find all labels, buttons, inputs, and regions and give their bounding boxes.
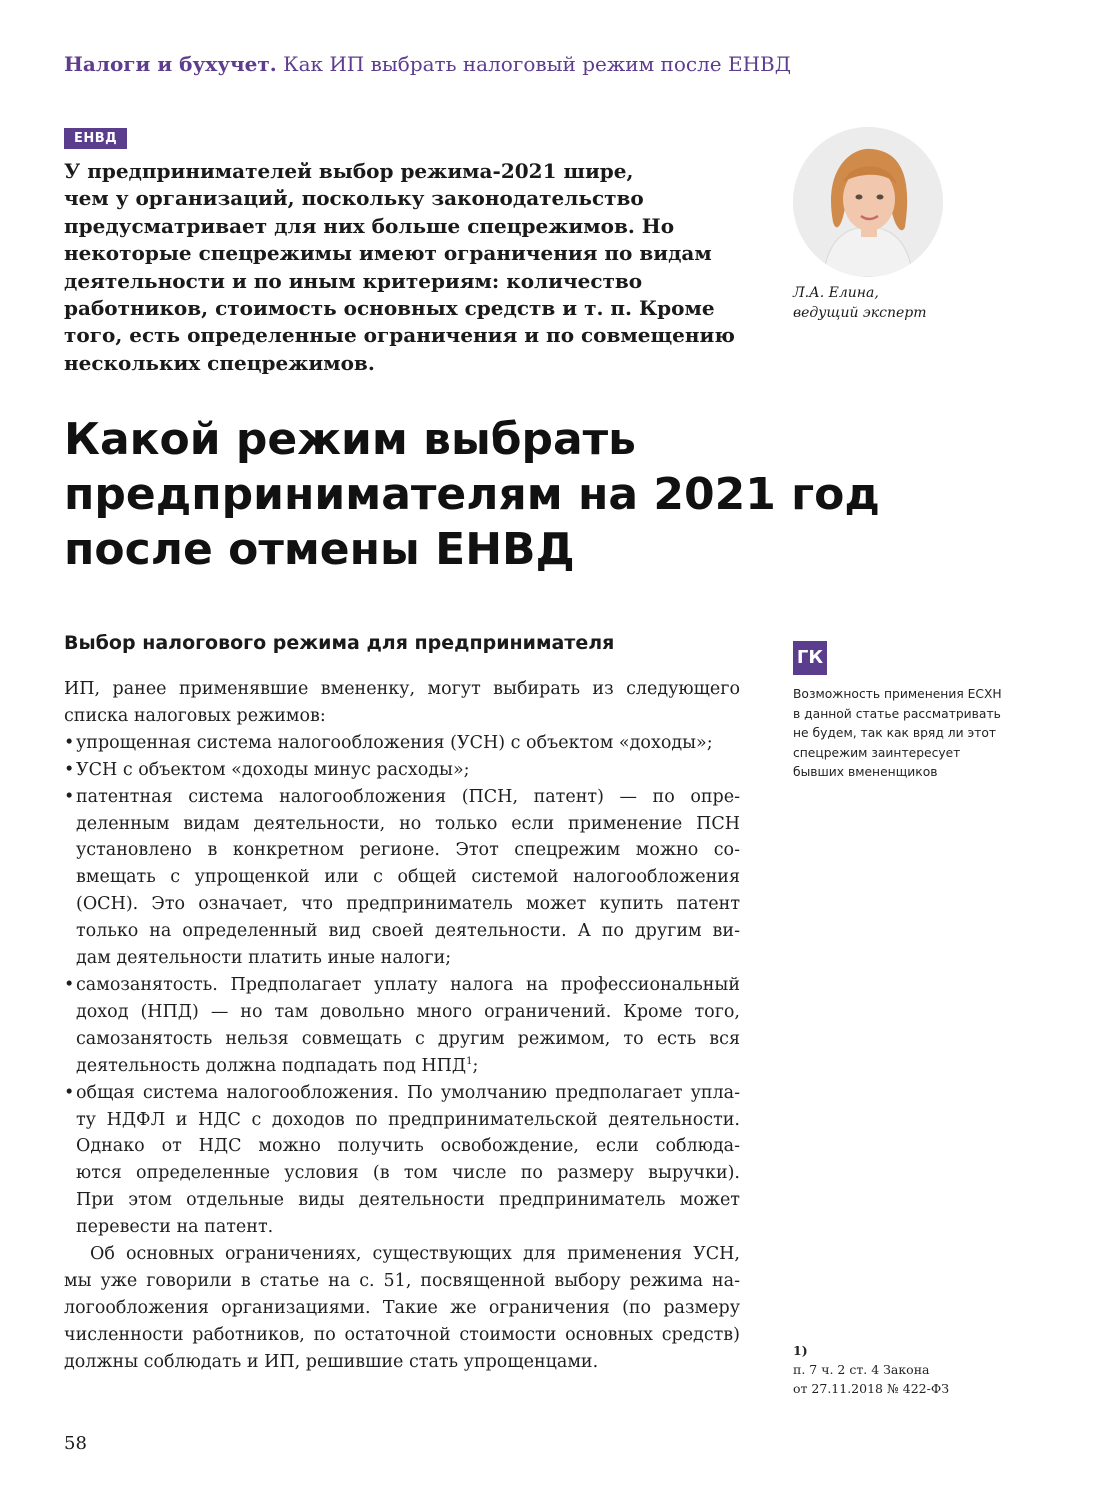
lead-line: деятельности и по иным критериям: количество	[64, 268, 643, 293]
footnote	[793, 1341, 949, 1398]
author-caption	[793, 283, 927, 323]
body-line: мы уже говорили в статье на с. 51, посвященной выбору режима на-	[64, 1270, 740, 1291]
page-number: 58	[64, 1433, 87, 1454]
list-item-line: перевести на патент.	[76, 1217, 274, 1238]
footnote-line	[793, 1341, 949, 1379]
list-item-line: ются определенные условия (в том числе по размеру выручки).	[76, 1163, 740, 1184]
gk-logo-icon: ГК	[793, 641, 827, 675]
side-note	[793, 685, 1043, 783]
list-item-line: самозанятость нельзя совмещать с другим режимом, то есть вся	[76, 1028, 740, 1049]
list-item-line: При этом отдельные виды деятельности предприниматель может	[76, 1190, 740, 1211]
author-name: Л.А. Елина,	[793, 285, 879, 301]
list-item-text: деятельность должна подпадать под НПД	[76, 1055, 467, 1076]
lead-paragraph	[64, 158, 735, 377]
list-item-line: вмещать с упрощенкой или с общей системой налогообложения	[76, 867, 740, 888]
body-line: логообложения организациями. Такие же ограничения (по размеру	[64, 1297, 740, 1318]
list-item-line: (ОСН). Это означает, что предприниматель может купить патент	[76, 894, 740, 915]
footnote-text: п. 7 ч. 2 ст. 4 Закона	[793, 1362, 930, 1377]
list-item-line: только на определенный вид своей деятельности. А по другим ви-	[76, 921, 740, 942]
side-note-line: не будем, так как вряд ли этот	[793, 726, 997, 741]
list-item-line: доход (НПД) — но там довольно много ограничений. Кроме того,	[76, 1001, 740, 1022]
list-item: • самозанятость. Предполагает уплату налога на профессиональный	[64, 972, 740, 999]
list-item: • упрощенная система налогообложения (УСН) с объектом «доходы»;	[64, 730, 740, 757]
article-title	[64, 412, 880, 577]
side-note-line: спецрежим заинтересует	[793, 745, 961, 760]
list-item: • общая система налогообложения. По умолчанию предполагает упла-	[64, 1080, 740, 1107]
list-item: • патентная система налогообложения (ПСН, патент) — по опре-	[64, 784, 740, 811]
header-section: Налоги и бухучет.	[64, 52, 277, 76]
list-item-line: деленным видам деятельности, но только если применение ПСН	[76, 813, 740, 834]
footnote-line: от 27.11.2018 № 422-ФЗ	[793, 1381, 950, 1396]
author-portrait-icon	[793, 127, 943, 277]
body-line: должны соблюдать и ИП, решившие стать упрощенцами.	[64, 1351, 599, 1372]
lead-line: чем у организаций, поскольку законодательство	[64, 186, 644, 211]
title-line: предпринимателям на 2021 год	[64, 469, 880, 520]
list-item-line: установлено в конкретном регионе. Этот спецрежим можно со-	[76, 840, 740, 861]
lead-line: некоторые спецрежимы имеют ограничения по видам	[64, 241, 712, 266]
list-item: • УСН с объектом «доходы минус расходы»;	[64, 757, 740, 784]
running-header	[64, 52, 791, 76]
body-line: численности работников, по остаточной стоимости основных средств)	[64, 1324, 740, 1345]
title-line: Какой режим выбрать	[64, 414, 636, 465]
lead-line: работников, стоимость основных средств и т. п. Кроме	[64, 296, 715, 321]
body-line: Об основных ограничениях, существующих для применения УСН,	[90, 1244, 740, 1265]
side-note-line: бывших вмененщиков	[793, 765, 938, 780]
title-line: после отмены ЕНВД	[64, 524, 575, 575]
list-item-line	[64, 1053, 740, 1080]
lead-line: нескольких спецрежимов.	[64, 350, 375, 375]
topic-tag: ЕНВД	[64, 128, 127, 149]
lead-line: У предпринимателей выбор режима-2021 шире,	[64, 159, 634, 183]
author-photo	[793, 127, 943, 277]
footnote-number: 1)	[793, 1343, 808, 1358]
side-note-line: Возможность применения ЕСХН	[793, 687, 1002, 701]
list-item-end: ;	[472, 1055, 479, 1076]
body-line: списка налоговых режимов:	[64, 705, 326, 726]
author-position: ведущий эксперт	[793, 305, 927, 321]
section-heading: Выбор налогового режима для предпринимателя	[64, 632, 615, 654]
header-title: Как ИП выбрать налоговый режим после ЕНВД	[283, 52, 791, 76]
list-item-line: ту НДФЛ и НДС с доходов по предпринимательской деятельности.	[76, 1109, 740, 1130]
lead-line: того, есть определенные ограничения и по совмещению	[64, 323, 735, 348]
footnote-ref[interactable]: 1	[466, 1055, 473, 1067]
lead-line: предусматривает для них больше спецрежимов. Но	[64, 213, 675, 238]
side-note-line: в данной статье рассматривать	[793, 706, 1001, 721]
article-body	[64, 676, 740, 1376]
list-item-line: Однако от НДС можно получить освобождение, если соблюда-	[76, 1136, 740, 1157]
body-line: ИП, ранее применявшие вмененку, могут выбирать из следующего	[64, 679, 740, 699]
list-item-line: дам деятельности платить иные налоги;	[76, 948, 452, 969]
